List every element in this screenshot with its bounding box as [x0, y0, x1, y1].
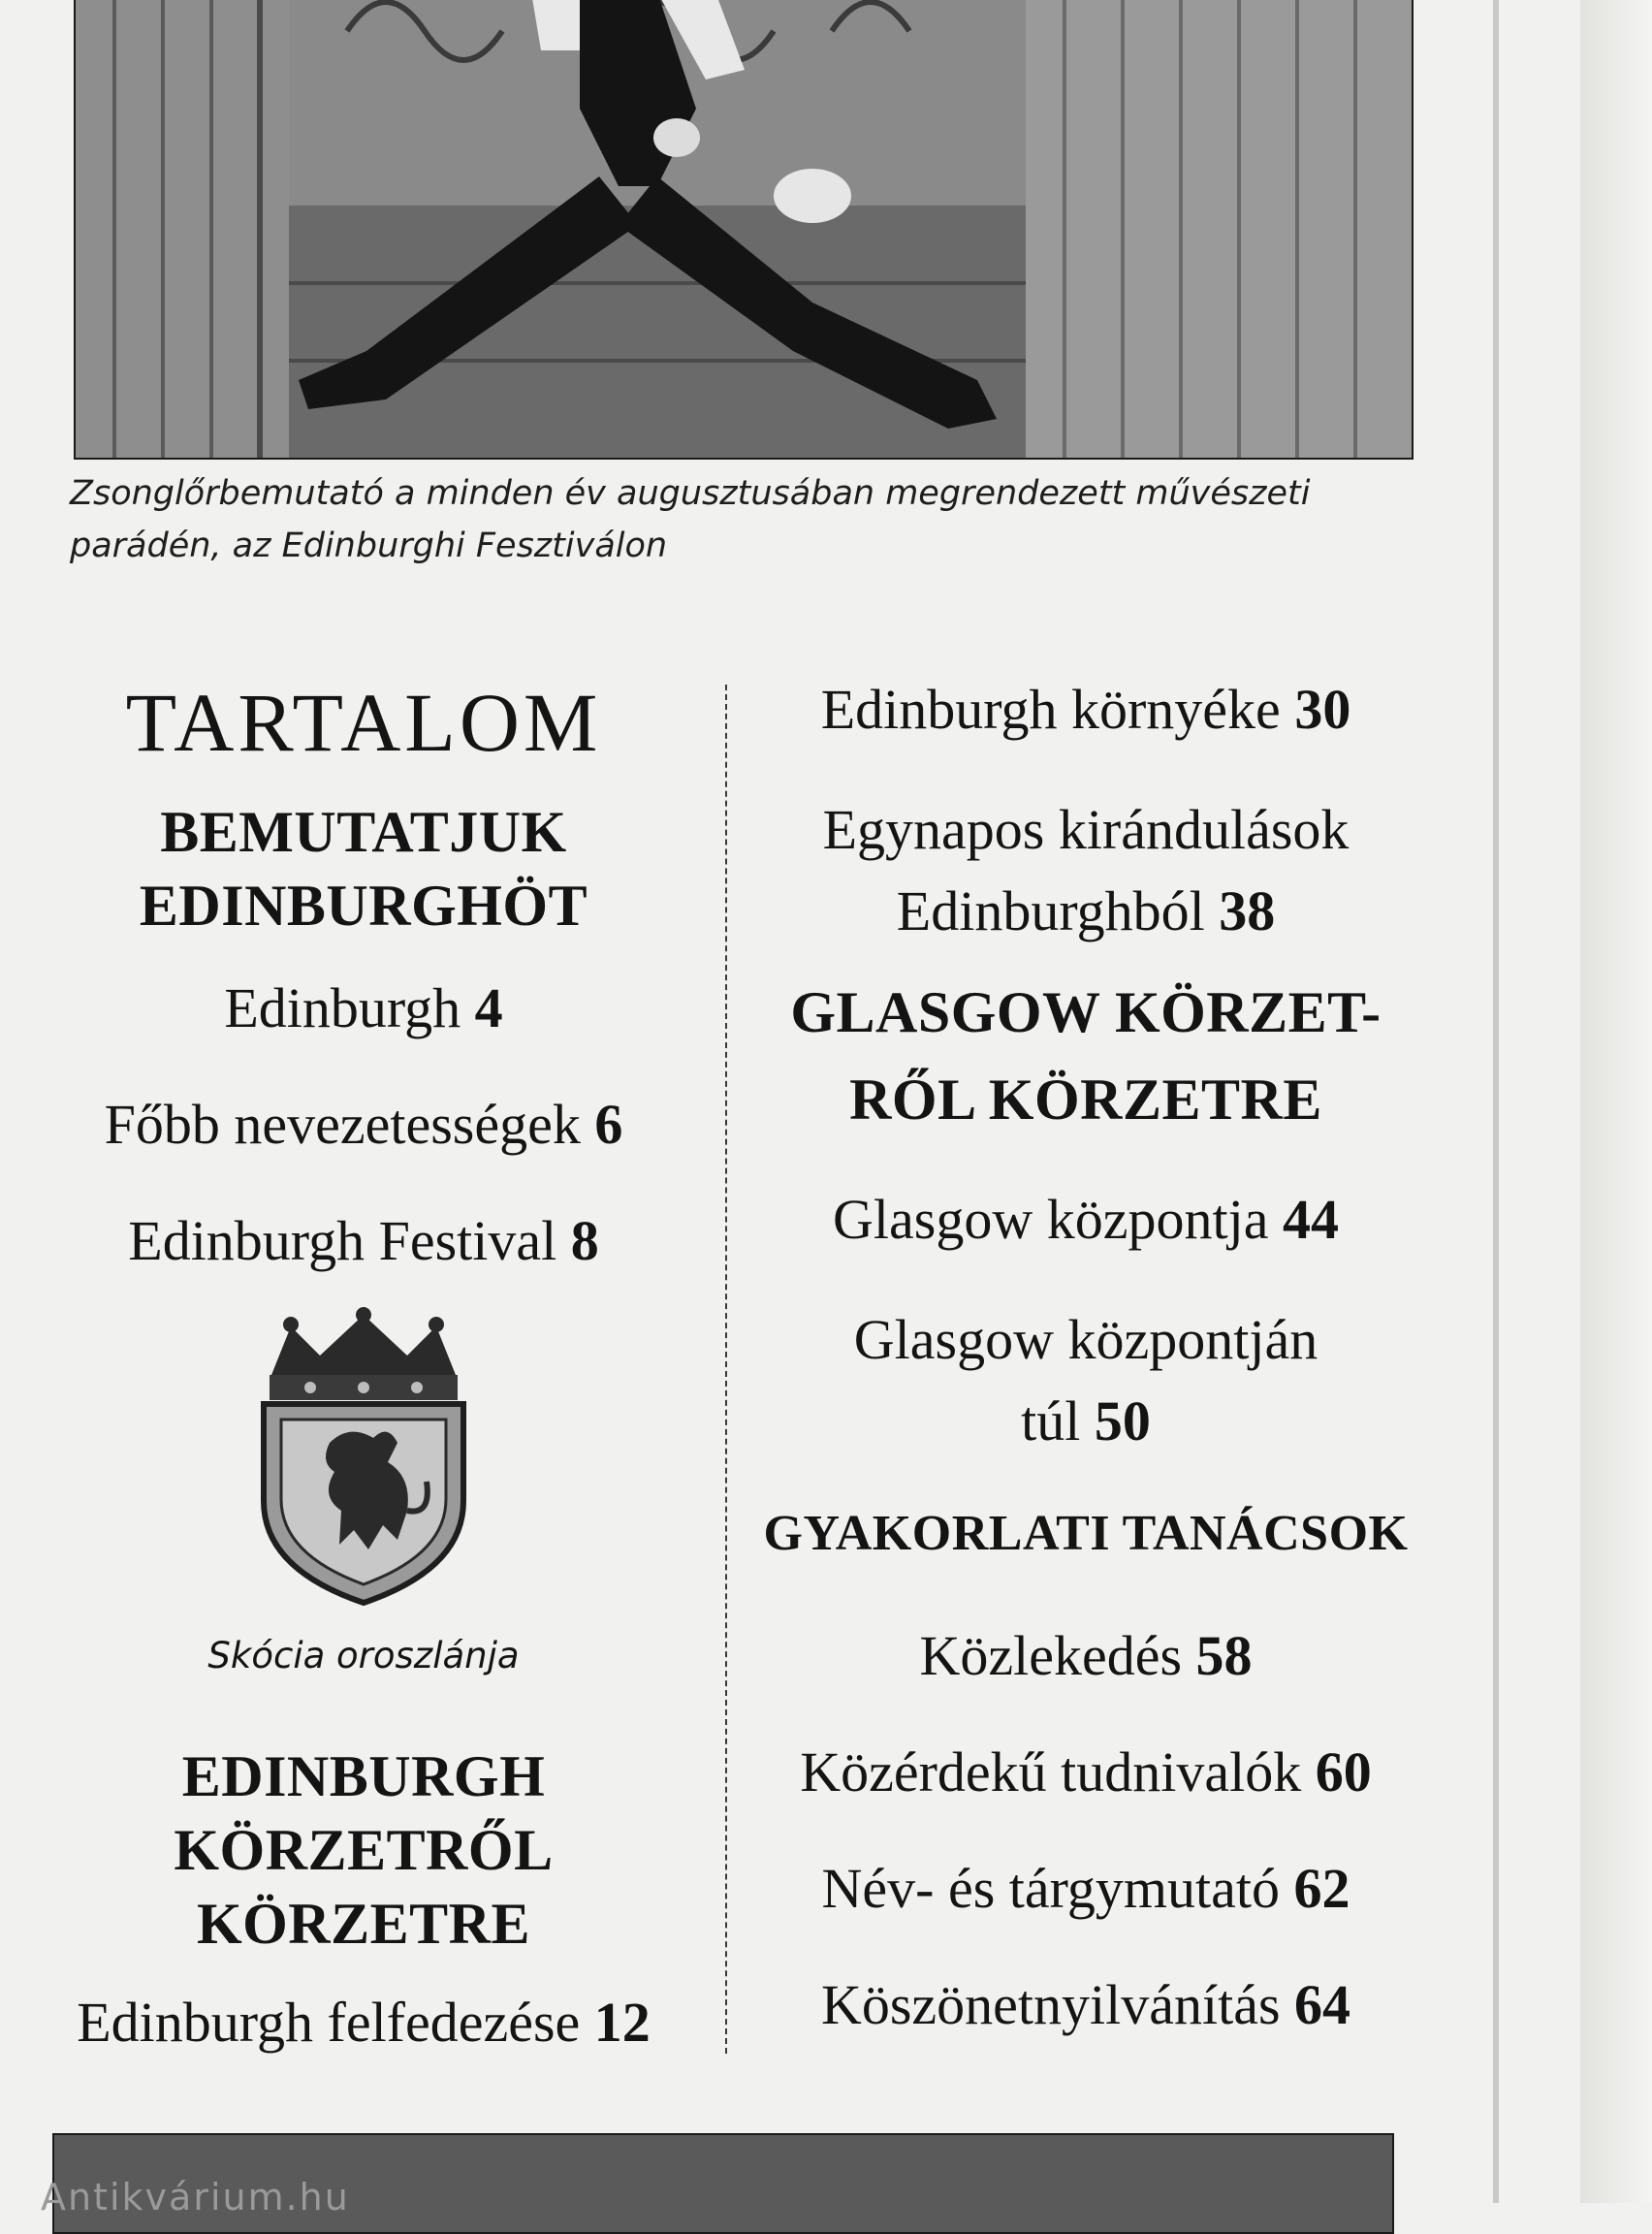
- toc-entry: [737, 1179, 1435, 1261]
- toc-title: TARTALOM: [125, 676, 602, 769]
- toc-entry-title: Edinburgh felfedezése: [77, 1991, 581, 2054]
- section-heading-intro-line2: EDINBURGHÖT: [139, 874, 588, 938]
- toc-entry-title: Edinburgh: [224, 976, 461, 1039]
- toc-entry-title: Edinburghból: [896, 879, 1205, 942]
- toc-entry: [737, 669, 1435, 750]
- toc-entry-page: 64: [1294, 1973, 1351, 2036]
- toc-entry-title: Közérdekű tudnivalók: [800, 1740, 1302, 1803]
- toc-entry-title: Köszönetnyilvánítás: [820, 1973, 1281, 2036]
- crest-caption: Skócia oroszlánja: [207, 1635, 520, 1676]
- toc-entry-title: Edinburgh környéke: [820, 678, 1281, 741]
- toc-entry-page: 60: [1315, 1740, 1372, 1803]
- toc-entry-page: 62: [1293, 1857, 1350, 1920]
- scottish-lion-crest-icon: [252, 1307, 475, 1608]
- toc-entry-page: 6: [594, 1093, 623, 1156]
- toc-entry-page: 38: [1219, 879, 1276, 942]
- toc-entry-title: Főbb nevezetességek: [104, 1093, 581, 1156]
- juggler-photo: [74, 0, 1414, 460]
- section-heading-intro-line1: BEMUTATJUK: [160, 800, 567, 864]
- toc-entry-title: Edinburgh Festival: [128, 1209, 557, 1272]
- toc-entry-line1: Glasgow központján: [853, 1308, 1318, 1371]
- photo-caption: Zsonglőrbemutató a minden év augusztusában megrendezett művészeti parádén, az Edinburghi Fesztiválon: [70, 474, 1311, 565]
- toc-entry: [737, 1381, 1435, 1462]
- toc-entry-page: 4: [474, 976, 503, 1039]
- toc-entry-title: Név- és tárgymutató: [821, 1857, 1280, 1920]
- toc-entry-page: 58: [1195, 1624, 1253, 1687]
- toc-entry: [737, 1848, 1435, 1930]
- section-heading-edinburgh-line1: EDINBURGH: [181, 1744, 546, 1808]
- toc-entry-title: Glasgow központja: [833, 1188, 1269, 1251]
- section-heading-edinburgh-line2: KÖRZETRŐL KÖRZETRE: [174, 1818, 554, 1956]
- section-heading-practical: GYAKORLATI TANÁCSOK: [763, 1506, 1409, 1561]
- page-edge: [1493, 0, 1499, 2203]
- section-heading-glasgow-line1: GLASGOW KÖRZET-: [790, 980, 1382, 1044]
- toc-right-column: [737, 669, 1435, 2046]
- toc-entry-line1: Egynapos kirándulások: [822, 798, 1350, 861]
- toc-entry: [19, 1084, 708, 1165]
- toc-left-column: [19, 669, 708, 2063]
- toc-entry-page: 44: [1282, 1188, 1339, 1251]
- column-divider: [725, 685, 727, 2054]
- toc-entry: [737, 1732, 1435, 1813]
- toc-entry: [19, 1200, 708, 1282]
- toc-entry-title: túl: [1021, 1389, 1081, 1452]
- toc-entry-page: 50: [1094, 1389, 1151, 1452]
- toc-entry-page: 30: [1294, 678, 1351, 741]
- toc-entry-page: 8: [570, 1209, 599, 1272]
- toc-entry: [19, 968, 708, 1049]
- toc-entry: [19, 1982, 708, 2063]
- section-heading-glasgow-line2: RŐL KÖRZETRE: [849, 1068, 1322, 1132]
- toc-entry: [737, 1964, 1435, 2046]
- toc-entry: [737, 871, 1435, 952]
- toc-entry-title: Közlekedés: [919, 1624, 1183, 1687]
- page-background-edge: [1580, 0, 1652, 2203]
- watermark: Antikvárium.hu: [41, 2176, 350, 2218]
- toc-entry: [737, 1615, 1435, 1697]
- toc-entry-page: 12: [593, 1991, 651, 2054]
